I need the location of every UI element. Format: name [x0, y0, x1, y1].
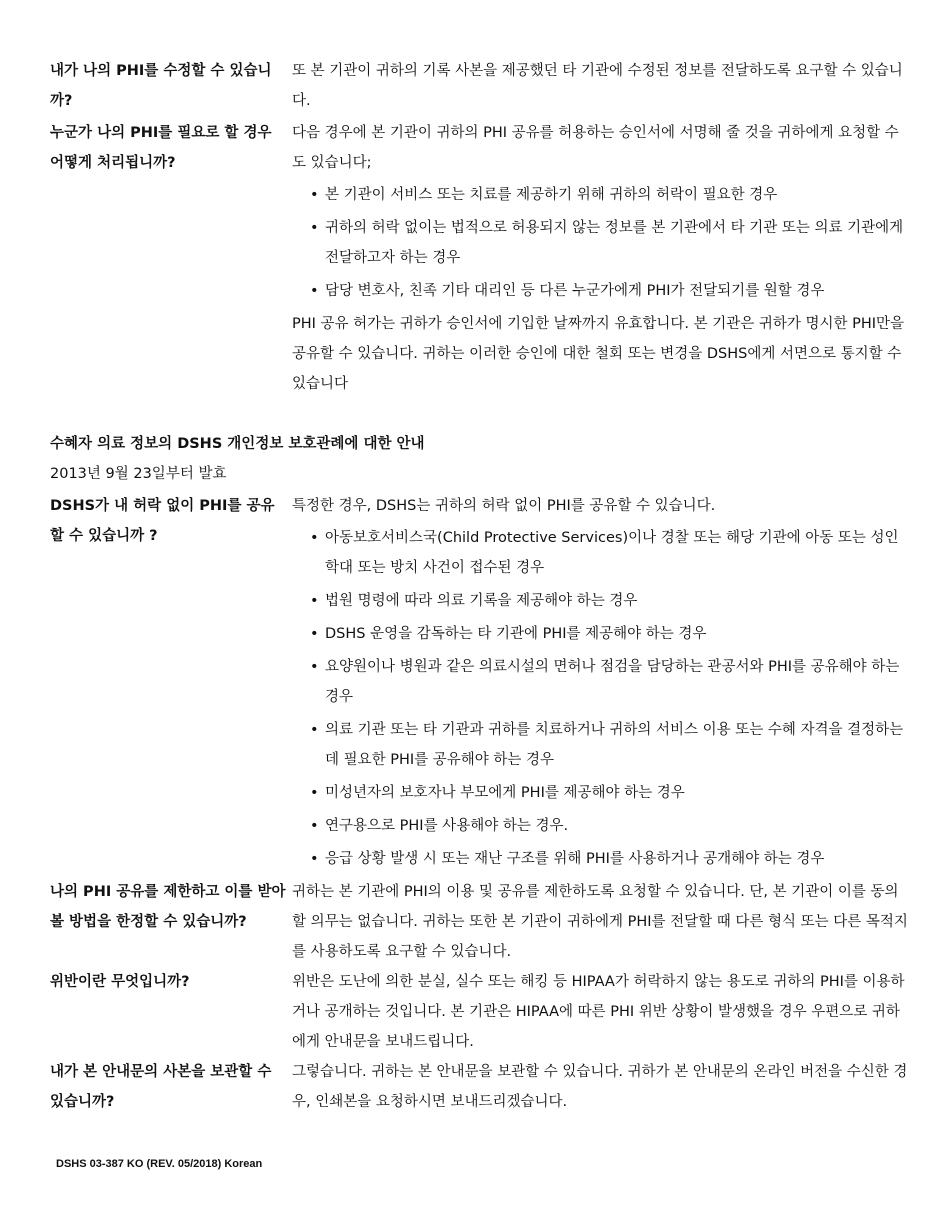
question-heading: 위반이란 무엇입니까?	[50, 974, 190, 990]
answer-paragraph: 또 본 기관이 귀하의 기록 사본을 제공했던 타 기관에 수정된 정보를 전달하도록 요구할 수 있습니다.	[292, 63, 903, 109]
answer-text	[292, 1057, 910, 1117]
list-item: • 본 기관이 서비스 또는 치료를 제공하기 위해 귀하의 허락이 필요한 경우	[325, 180, 910, 210]
list-item: • 담당 변호사, 친족 기타 대리인 등 다른 누군가에게 PHI가 전달되기를 원할 경우	[325, 276, 910, 306]
section-title: 수혜자 의료 정보의 DSHS 개인정보 보호관례에 대한 안내	[50, 436, 425, 452]
answer-paragraph: 귀하는 본 기관에 PHI의 이용 및 공유를 제한하도록 요청할 수 있습니다. 단, 본 기관이 이를 동의할 의무는 없습니다. 귀하는 또한 본 기관이 귀하에게 PHI를 전달할 때 다른 형식 또는 다른 목적지를 사용하도록 요구할 수 있습니다.	[292, 884, 908, 960]
question-heading: 내가 본 안내문의 사본을 보관할 수 있습니까?	[50, 1064, 272, 1110]
answer-paragraph: 위반은 도난에 의한 분실, 실수 또는 해킹 등 HIPAA가 허락하지 않는 용도로 귀하의 PHI를 이용하거나 공개하는 것입니다. 본 기관은 HIPAA에 따른 PHI 위반 상황이 발생했을 경우 우편으로 귀하에게 안내문을 보내드립니다.	[292, 974, 905, 1050]
faq-without-permission	[50, 491, 910, 877]
answer-paragraph: 그렇습니다. 귀하는 본 안내문을 보관할 수 있습니다. 귀하가 본 안내문의 온라인 버전을 수신한 경우, 인쇄본을 요청하시면 보내드리겠습니다.	[292, 1064, 908, 1110]
faq-breach	[50, 967, 910, 1057]
faq-restrict	[50, 877, 910, 967]
question-heading: 내가 나의 PHI를 수정할 수 있습니까?	[50, 63, 272, 109]
bullet-list	[292, 523, 910, 874]
list-item: • 연구용으로 PHI를 사용해야 하는 경우.	[325, 811, 910, 841]
answer-text	[292, 967, 910, 1057]
form-footer: DSHS 03-387 KO (REV. 05/2018) Korean	[56, 1158, 263, 1170]
list-item: • DSHS 운영을 감독하는 타 기관에 PHI를 제공해야 하는 경우	[325, 619, 910, 649]
answer-text	[292, 118, 910, 399]
answer-text	[292, 491, 910, 877]
question-heading: 나의 PHI 공유를 제한하고 이를 받아 볼 방법을 한정할 수 있습니까?	[50, 884, 286, 930]
list-item: • 아동보호서비스국(Child Protective Services)이나 경찰 또는 해당 기관에 아동 또는 성인 학대 또는 방치 사건이 접수된 경우	[325, 523, 910, 583]
answer-intro: 특정한 경우, DSHS는 귀하의 허락 없이 PHI를 공유할 수 있습니다.	[292, 498, 716, 514]
faq-amend	[50, 56, 910, 116]
list-item: • 미성년자의 보호자나 부모에게 PHI를 제공해야 하는 경우	[325, 778, 910, 808]
faq-copy	[50, 1057, 910, 1117]
question-heading: 누군가 나의 PHI를 필요로 할 경우 어떻게 처리됩니까?	[50, 125, 272, 171]
bullet-list	[292, 180, 910, 306]
faq-authorization	[50, 118, 910, 399]
list-item: • 법원 명령에 따라 의료 기록을 제공해야 하는 경우	[325, 586, 910, 616]
answer-intro: 다음 경우에 본 기관이 귀하의 PHI 공유를 허용하는 승인서에 서명해 줄 것을 귀하에게 요청할 수도 있습니다;	[292, 125, 899, 171]
question-heading: DSHS가 내 허락 없이 PHI를 공유할 수 있습니까 ?	[50, 498, 275, 544]
document-page	[50, 56, 910, 1117]
answer-text	[292, 56, 910, 116]
answer-text	[292, 877, 910, 967]
effective-date: 2013년 9월 23일부터 발효	[50, 466, 227, 482]
list-item: • 응급 상황 발생 시 또는 재난 구조를 위해 PHI를 사용하거나 공개해야 하는 경우	[325, 844, 910, 874]
list-item: • 귀하의 허락 없이는 법적으로 허용되지 않는 정보를 본 기관에서 타 기관 또는 의료 기관에게 전달하고자 하는 경우	[325, 213, 910, 273]
list-item: • 요양원이나 병원과 같은 의료시설의 면허나 점검을 담당하는 관공서와 PHI를 공유해야 하는 경우	[325, 652, 910, 712]
list-item: • 의료 기관 또는 타 기관과 귀하를 치료하거나 귀하의 서비스 이용 또는 수혜 자격을 결정하는 데 필요한 PHI를 공유해야 하는 경우	[325, 715, 910, 775]
answer-closing: PHI 공유 허가는 귀하가 승인서에 기입한 날짜까지 유효합니다. 본 기관은 귀하가 명시한 PHI만을 공유할 수 있습니다. 귀하는 이러한 승인에 대한 철회 또는 변경을 DSHS에게 서면으로 통지할 수 있습니다	[292, 316, 905, 392]
